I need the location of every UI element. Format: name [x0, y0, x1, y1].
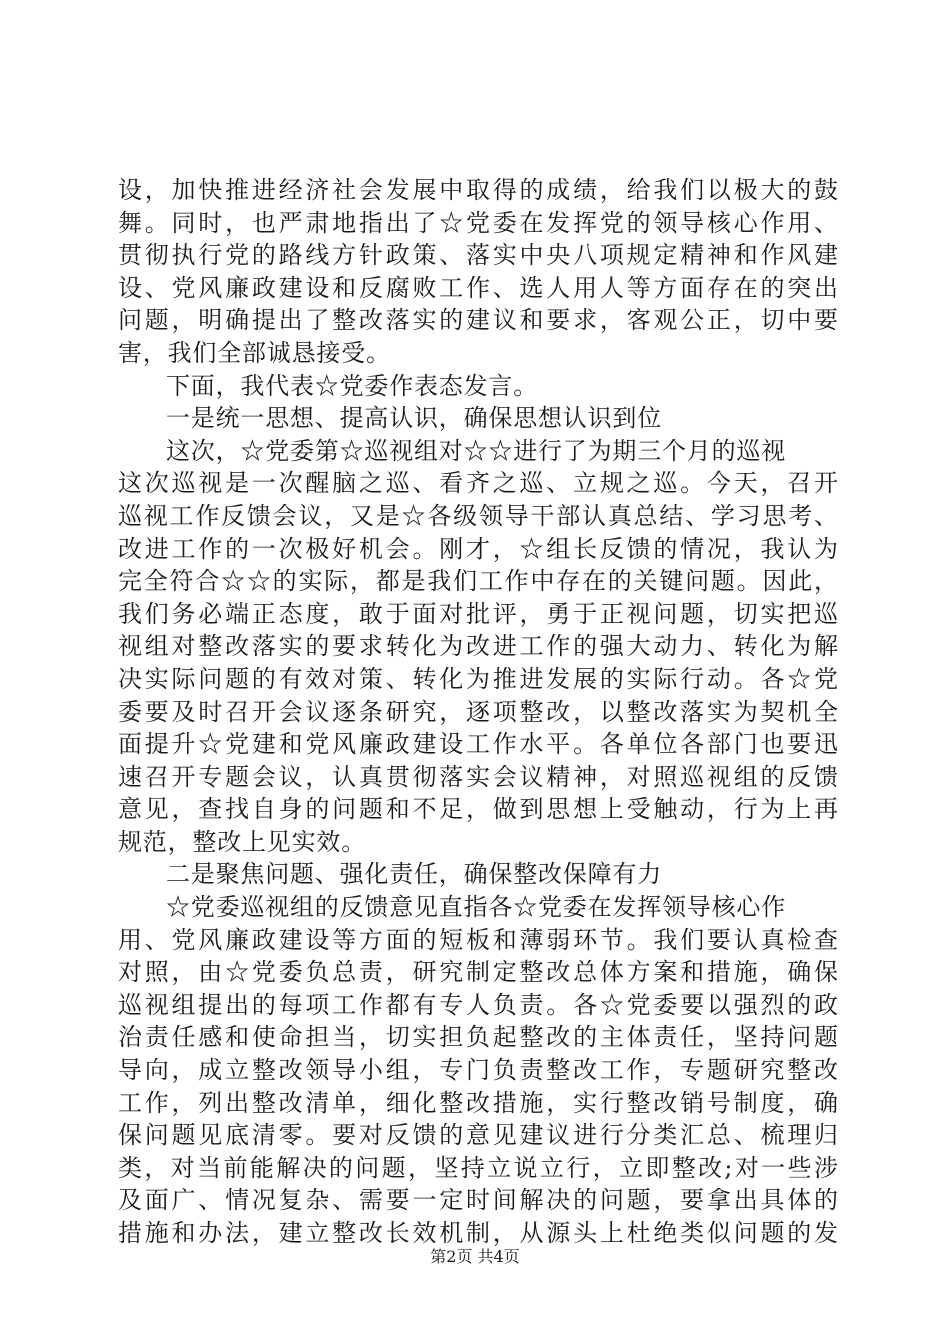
text-line: 设，加快推进经济社会发展中取得的成绩，给我们以极大的鼓: [118, 176, 838, 204]
document-body: [118, 174, 838, 1250]
text-line: 这次巡视是一次醒脑之巡、看齐之巡、立规之巡。今天，召开: [118, 469, 838, 498]
text-line: 委要及时召开会议逐条研究，逐项整改，以整改落实为契机全: [118, 697, 838, 726]
text-line: 工作，列出整改清单，细化整改措施，实行整改销号制度，确: [118, 1088, 838, 1117]
text-line: 问题，明确提出了整改落实的建议和要求，客观公正，切中要: [118, 306, 838, 335]
text-line: 决实际问题的有效对策、转化为推进发展的实际行动。各☆党: [118, 664, 838, 693]
text-line: 用、党风廉政建设等方面的短板和薄弱环节。我们要认真检查: [118, 925, 838, 954]
text-line: 保问题见底清零。要对反馈的意见建议进行分类汇总、梳理归: [118, 1121, 838, 1150]
text-line: 治责任感和使命担当，切实担负起整改的主体责任，坚持问题: [118, 1023, 838, 1052]
text-line: 完全符合☆☆的实际，都是我们工作中存在的关键问题。因此，: [118, 567, 838, 596]
text-line: 设、党风廉政建设和反腐败工作、选人用人等方面存在的突出: [118, 273, 838, 302]
text-line: 规范，整改上见实效。: [118, 827, 366, 856]
text-line: 面提升☆党建和党风廉政建设工作水平。各单位各部门也要迅: [118, 730, 838, 759]
text-line: 对照，由☆党委负总责，研究制定整改总体方案和措施，确保: [118, 958, 838, 987]
text-line: 速召开专题会议，认真贯彻落实会议精神，对照巡视组的反馈: [118, 762, 838, 791]
text-line: 措施和办法，建立整改长效机制，从源头上杜绝类似问题的发: [118, 1219, 838, 1247]
text-line: 巡视工作反馈会议，又是☆各级领导干部认真总结、学习思考、: [118, 501, 838, 530]
text-line: 贯彻执行党的路线方针政策、落实中央八项规定精神和作风建: [118, 241, 838, 270]
text-line: 导向，成立整改领导小组，专门负责整改工作，专题研究整改: [118, 1056, 838, 1085]
text-line: 我们务必端正态度，敢于面对批评，勇于正视问题，切实把巡: [118, 599, 838, 628]
section-heading: 一是统一思想、提高认识，确保思想认识到位: [166, 404, 662, 433]
text-line: 舞。同时，也严肃地指出了☆党委在发挥党的领导核心作用、: [118, 208, 838, 237]
section-heading: 二是聚焦问题、强化责任，确保整改保障有力: [166, 860, 662, 889]
text-line: 意见，查找自身的问题和不足，做到思想上受触动，行为上再: [118, 795, 838, 824]
text-line: 这次，☆党委第☆巡视组对☆☆进行了为期三个月的巡视: [166, 436, 786, 465]
text-line: 视组对整改落实的要求转化为改进工作的强大动力、转化为解: [118, 632, 838, 661]
text-line: 下面，我代表☆党委作表态发言。: [166, 371, 538, 400]
text-line: 巡视组提出的每项工作都有专人负责。各☆党委要以强烈的政: [118, 990, 838, 1019]
text-line: 及面广、情况复杂、需要一定时间解决的问题，要拿出具体的: [118, 1186, 838, 1215]
text-line: 害，我们全部诚恳接受。: [118, 338, 391, 367]
text-line: 改进工作的一次极好机会。刚才，☆组长反馈的情况，我认为: [118, 534, 838, 563]
page-number-footer: 第2页 共4页: [430, 1247, 520, 1266]
text-line: ☆党委巡视组的反馈意见直指各☆党委在发挥领导核心作: [166, 893, 786, 922]
text-line: 类，对当前能解决的问题，坚持立说立行，立即整改;对一些涉: [118, 1153, 838, 1182]
